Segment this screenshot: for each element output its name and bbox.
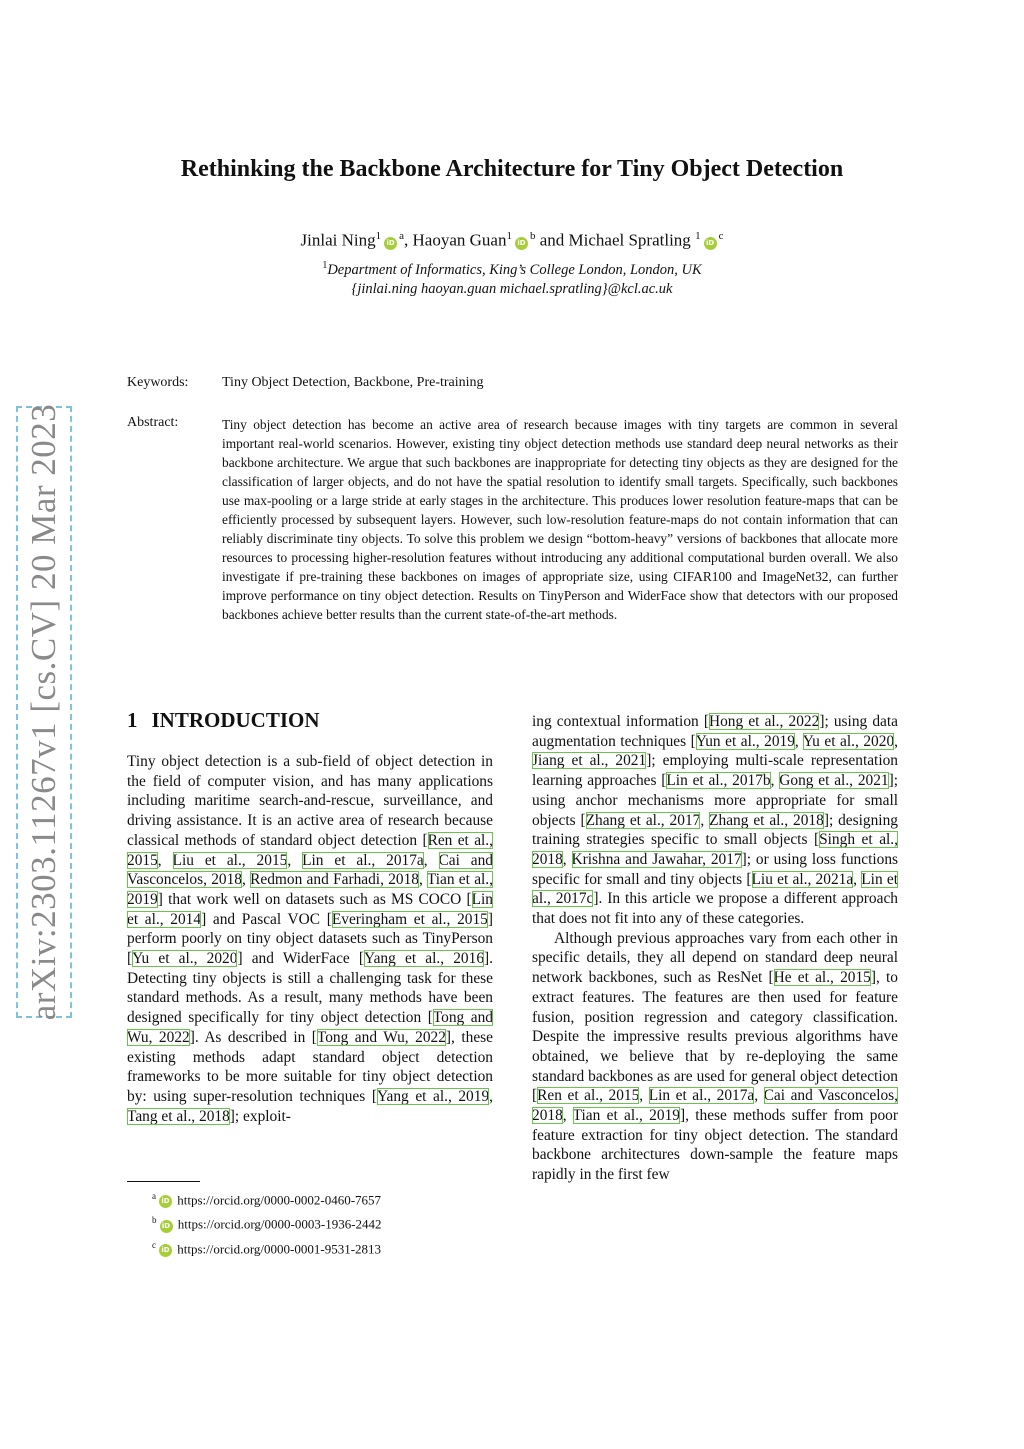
footnote [152,1235,382,1259]
author-name: Michael Spratling [568,230,691,250]
orcid-link[interactable]: https://orcid.org/0000-0003-1936-2442 [177,1216,382,1232]
body-text: ] and Pascal VOC [ [201,910,332,928]
citation-link[interactable]: Zhang et al., 2017 [585,811,701,829]
right-column [532,712,898,1185]
author-list [0,230,1024,251]
body-text: ], these existing methods adapt standard object detection frameworks to be more suitable for tiny object detection by: using super-resolution techniques [ [127,1028,493,1105]
affiliation-block [0,256,1024,299]
body-text: Tiny object detection is a sub-field of object detection in the field of computer vision, and has many applications including maritime search-and-rescue, surveillance, and driving assistance. It is an active area of research because classical methods of standard object detection [127,753,493,849]
footnote-rule [127,1181,200,1182]
citation-link[interactable]: Redmon and Farhadi, 2018 [250,871,419,889]
arxiv-id: arXiv:2303.11267v1 [cs.CV] 20 Mar 2023 [24,403,63,1021]
citation-link[interactable]: Lin et al., 2017b [666,772,771,790]
body-text: ] and WiderFace [ [237,950,365,968]
body-text: Although previous approaches vary from each other in specific details, they all depend on standard deep neural network backbones, such as ResNet [ [532,929,898,987]
citation-link[interactable]: Tian et al., 2019 [127,871,493,908]
body-text: , [287,851,303,869]
body-text: , [700,811,710,829]
citation-link[interactable]: He et al., 2015 [773,969,871,987]
footnotes [152,1186,382,1259]
body-text: , [754,1087,764,1105]
citation-link[interactable]: Zhang et al., 2018 [709,811,824,829]
arxiv-identifier-stamp [16,403,72,1021]
author-name: Haoyan Guan [412,230,507,250]
orcid-mark: a [399,230,405,242]
author-affiliation-mark: 1 [695,230,701,242]
body-text: ]; using data augmentation techniques [ [532,713,898,750]
author-separator: and [535,230,569,250]
intro-paragraph [532,712,898,929]
body-text: , [419,871,427,889]
section-heading [127,708,320,733]
body-text: ]. As described in [ [189,1028,317,1046]
orcid-mark: b [529,230,536,242]
body-text: , [489,1087,494,1105]
citation-link[interactable]: Hong et al., 2022 [708,713,820,730]
citation-link[interactable]: Tian et al., 2019 [572,1107,680,1125]
affiliation-mark: 1 [322,260,328,271]
body-text: , [794,732,803,750]
citation-link[interactable]: Lin et al., 2017c [532,870,899,908]
body-text: ]; employing multi-scale representation learning approaches [ [532,752,898,790]
orcid-mark: c [718,230,724,242]
citation-link[interactable]: Gong et al., 2021 [779,772,889,790]
body-text: , [423,851,439,869]
section-title: INTRODUCTION [151,708,320,732]
citation-link[interactable]: Lin et al., 2017a [648,1087,755,1105]
citation-link[interactable]: Tong and Wu, 2022 [127,1009,493,1046]
orcid-icon: iD [159,1195,172,1208]
author-affiliation-mark: 1 [506,230,512,242]
body-text: , [770,772,780,790]
abstract-label: Abstract: [127,415,179,430]
citation-link[interactable]: Ren et al., 2015 [537,1087,640,1105]
footnote [152,1210,382,1234]
body-text: , [562,850,572,868]
citation-link[interactable]: Yun et al., 2019 [695,732,795,750]
citation-link[interactable]: Cai and Vasconcelos, 2018 [127,851,494,889]
body-text: ]; exploit- [229,1107,291,1125]
abstract-text: Tiny object detection has become an active area of research because images with tiny targets are common in several important real-world scenarios. However, existing tiny object detection methods use standard deep neural networks as their backbone architecture. We argue that such backbones are inappropriate for detecting tiny objects as they are designed for the classification of larger objects, and do not have the spatial resolution to identify small targets. Specifically, such backbones use max-pooling or a large stride at early stages in the architecture. This produces lower resolution feature-maps that can be efficiently processed by subsequent layers. However, such low-resolution feature-maps do not contain information that can reliably discriminate tiny objects. To solve this problem we design “bottom-heavy” versions of backbones that allocate more resources to processing higher-resolution features without introducing any additional computational burden overall. We also investigate if pre-training these backbones on images of appropriate size, using CIFAR100 and ImageNet32, can further improve performance on tiny object detection. Results on TinyPerson and WiderFace show that detectors with our proposed backbones achieve better results than the current state-of-the-art methods. [222,417,898,622]
author-name: Jinlai Ning [300,230,376,250]
citation-link[interactable]: Jiang et al., 2021 [532,752,647,770]
body-text: , [241,871,251,889]
paper-title: Rethinking the Backbone Architecture for Tiny Object Detection [180,156,844,182]
affiliation-text: Department of Informatics, King’s College London, London, UK [327,261,702,278]
citation-link[interactable]: Cai and Vasconcelos, 2018 [532,1087,898,1125]
body-text: ], to extract features. The features are then used for feature fusion, position regression and category classification. Despite the impressive results previous algorithms have obtained, we believe that by re-deploying the same standard backbones as are used for general object detection [ [532,969,898,1105]
author-separator: , [404,230,413,250]
body-text: ing contextual information [ [532,713,709,730]
author-affiliation-mark: 1 [375,230,382,242]
body-text: , [894,732,899,750]
footnote-mark: c [152,1239,156,1250]
orcid-link[interactable]: https://orcid.org/0000-0002-0460-7657 [177,1192,382,1208]
body-text: ], these methods suffer from poor feature extraction for tiny object detection. The standard backbone architectures down-sample the feature maps rapidly in the first few [532,1107,899,1184]
orcid-icon[interactable]: iD [384,237,397,250]
body-text: ]; or using loss functions specific for small and tiny objects [ [532,850,898,888]
footnote-mark: a [152,1191,156,1201]
intro-paragraph [127,752,493,1126]
body-text: ]; designing training strategies specific to small objects [ [532,811,898,849]
body-text: , [853,870,862,888]
citation-link[interactable]: Liu et al., 2021a [751,870,854,888]
footnote-mark: b [152,1215,157,1226]
footnote [152,1186,382,1210]
intro-paragraph [532,929,898,1185]
left-column [127,752,493,1126]
citation-link[interactable]: Lin et al., 2014 [127,890,493,928]
orcid-icon: iD [159,1244,172,1257]
citation-link[interactable]: Ren et al., 2015 [127,831,494,869]
keywords-label: Keywords: [127,375,189,390]
citation-link[interactable]: Everingham et al., 2015 [331,910,488,928]
citation-link[interactable]: Krishna and Jawahar, 2017 [571,850,742,868]
body-text: ] perform poorly on tiny object datasets such as TinyPerson [ [127,910,493,968]
section-number: 1 [127,708,138,732]
citation-link[interactable]: Yang et al., 2016 [364,950,485,968]
body-text: , [562,1107,573,1125]
body-text: , [157,851,173,869]
citation-link[interactable]: Yang et al., 2019 [376,1087,490,1105]
orcid-icon[interactable]: iD [704,237,717,250]
author-emails: {jinlai.ning haoyan.guan michael.spratling}@kcl.ac.uk [351,280,673,297]
citation-link[interactable]: Singh et al., 2018 [532,831,898,868]
body-text: ]. Detecting tiny objects is still a challenging task for these standard methods. As a result, many methods have been designed specifically for tiny object detection [ [127,950,493,1027]
body-text: ]; using anchor mechanisms more appropriate for small objects [ [532,772,899,829]
keywords-text: Tiny Object Detection, Backbone, Pre-training [222,375,484,390]
body-text: ]. In this article we propose a different approach that does not fit into any of these categories. [532,890,898,928]
citation-link[interactable]: Lin et al., 2017a [302,851,424,869]
orcid-icon[interactable]: iD [515,237,528,250]
citation-link[interactable]: Yu et al., 2020 [802,732,895,750]
citation-link[interactable]: Tong and Wu, 2022 [316,1028,446,1046]
citation-link[interactable]: Yu et al., 2020 [132,950,238,968]
orcid-icon: iD [160,1220,173,1233]
body-text: , [639,1087,649,1105]
body-text: ] that work well on datasets such as MS COCO [ [157,890,472,908]
orcid-link[interactable]: https://orcid.org/0000-0001-9531-2813 [177,1240,382,1256]
citation-link[interactable]: Tang et al., 2018 [127,1107,230,1125]
body-text: [ [422,831,428,849]
citation-link[interactable]: Liu et al., 2015 [172,851,288,869]
